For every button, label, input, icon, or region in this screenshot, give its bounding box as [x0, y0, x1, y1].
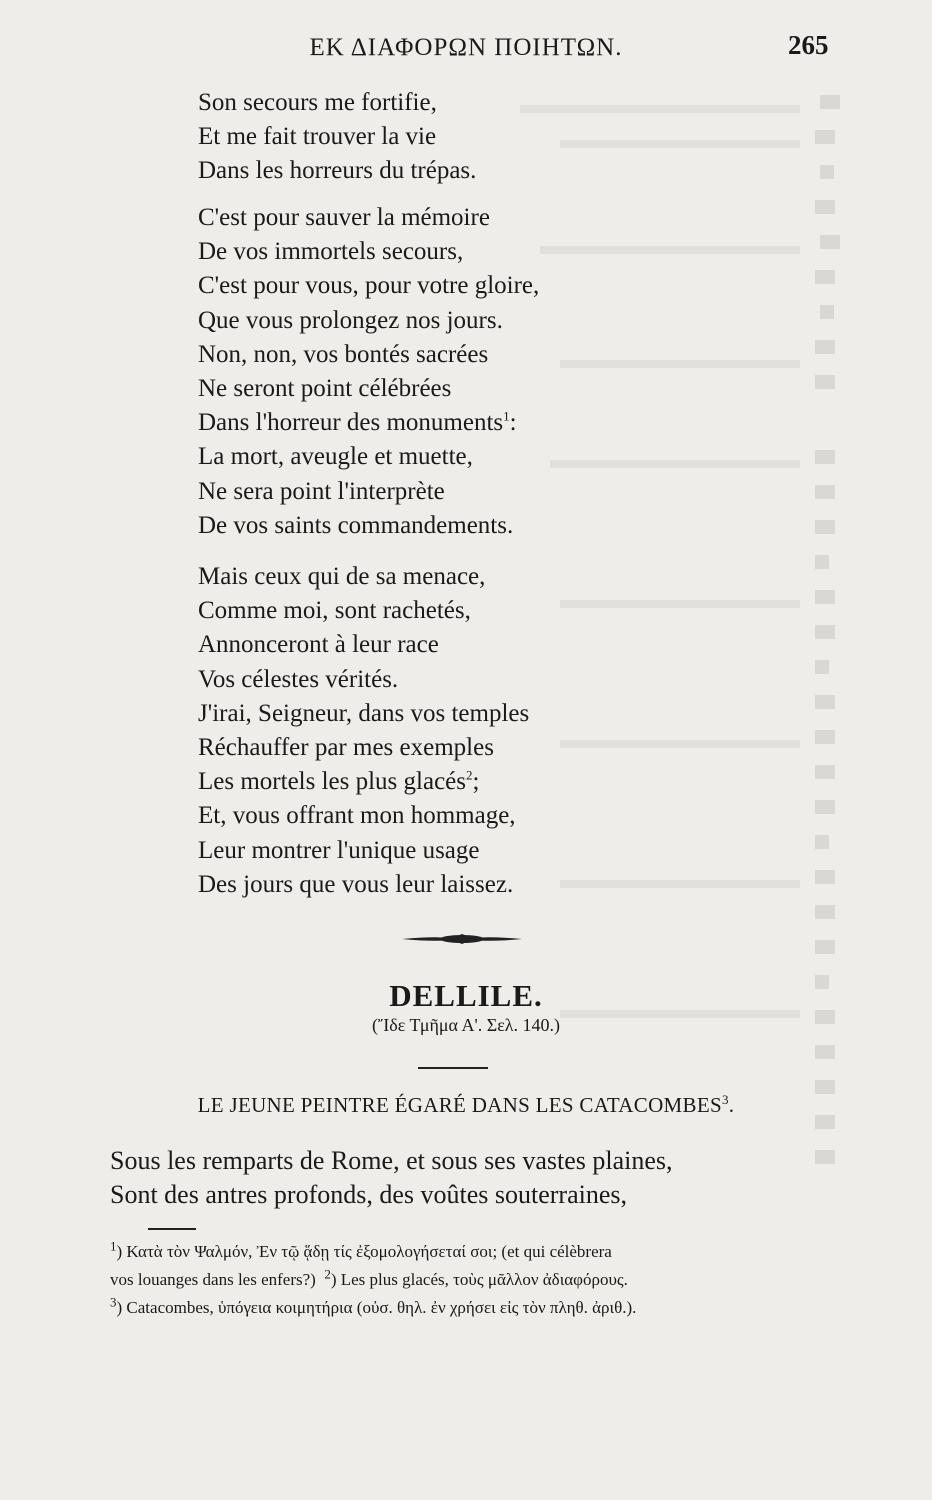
- running-header: ΕΚ ΔΙΑΦΟΡΩΝ ΠΟΙΗΤΩΝ.: [309, 34, 623, 61]
- footnote-1-2: [110, 1266, 810, 1294]
- poem-stanza: [198, 86, 476, 189]
- poem-line: Ne seront point célébrées: [198, 375, 452, 403]
- poem-line-with-footnote: [198, 765, 529, 799]
- poem-stanza: [198, 560, 529, 902]
- poem-line: De vos saints commandements.: [198, 511, 514, 539]
- poem-line: Leur montrer l'unique usage: [198, 836, 480, 864]
- author-heading: DELLILE.: [389, 978, 543, 1013]
- footnotes: [110, 1238, 810, 1322]
- poem-line-with-footnote: [198, 406, 539, 440]
- poem-line: C'est pour vous, pour votre gloire,: [198, 272, 540, 300]
- footnote-rule: [148, 1228, 196, 1230]
- poem-line: Son secours me fortifie,: [198, 89, 437, 116]
- poem-line: Que vous prolongez nos jours.: [198, 306, 503, 334]
- poem-line: Réchauffer par mes exemples: [198, 734, 494, 762]
- footnote-mark: 1: [503, 408, 510, 424]
- poem-line: Des jours que vous leur laissez.: [198, 870, 514, 898]
- footnote-mark: 2: [466, 767, 473, 783]
- footnote-text: ) Κατὰ τὸν Ψαλμόν, Ἐν τῷ ᾅδῃ τίς ἐξομολογήσεταί σοι; (et qui célèbrera: [116, 1242, 612, 1261]
- poem-line: C'est pour sauver la mémoire: [198, 204, 490, 231]
- footnote-3: [110, 1294, 810, 1322]
- footnote-text: ) Les plus glacés, τοὺς μᾶλλον ἀδιαφόρους.: [330, 1270, 628, 1289]
- footnote-mark: 3: [721, 1092, 729, 1107]
- cross-reference: (Ἴδε Τμῆμα Α'. Σελ. 140.): [372, 1015, 560, 1035]
- poem-line: La mort, aveugle et muette,: [198, 443, 473, 471]
- poem-line: Comme moi, sont rachetés,: [198, 597, 471, 625]
- footnote-1: [110, 1238, 810, 1266]
- poem-line-text: Les mortels les plus glacés: [198, 768, 466, 796]
- poem-line: Et, vous offrant mon hommage,: [198, 802, 516, 830]
- footnote-number: 2: [324, 1266, 331, 1282]
- poem-line: Sont des antres profonds, des voûtes souterraines,: [110, 1180, 628, 1209]
- poem-line: Et me fait trouver la vie: [198, 123, 437, 151]
- poem-line: Ne sera point l'interprète: [198, 477, 445, 505]
- poem-stanza: [198, 201, 539, 543]
- poem-line: Non, non, vos bontés sacrées: [198, 340, 489, 368]
- poem-line: Annonceront à leur race: [198, 631, 439, 659]
- poem-line: Vos célestes vérités.: [198, 665, 399, 693]
- poem-line: J'irai, Seigneur, dans vos temples: [198, 699, 530, 727]
- poem-title-text: LE JEUNE PEINTRE ÉGARÉ DANS LES CATACOMBES: [197, 1093, 722, 1117]
- ornamental-divider: [402, 932, 522, 946]
- footnote-text: vos louanges dans les enfers?): [110, 1270, 316, 1289]
- poem-line-text: Dans l'horreur des monuments: [198, 409, 504, 437]
- footnote-number: 3: [110, 1294, 117, 1310]
- footnote-text: ) Catacombes, ὑπόγεια κοιμητήρια (οὐσ. θηλ. ἐν χρήσει εἰς τὸν πληθ. ἀριθ.).: [116, 1298, 637, 1317]
- punctuation: ;: [472, 768, 480, 796]
- poem-line: De vos immortels secours,: [198, 238, 464, 266]
- poem-line: Dans les horreurs du trépas.: [198, 157, 477, 185]
- punctuation: :: [509, 409, 517, 437]
- poem-title: LE JEUNE PEINTRE ÉGARÉ DANS LES CATACOMBES$^3$.: [197, 1092, 735, 1117]
- divider-rule: [418, 1067, 488, 1069]
- poem-line: Mais ceux qui de sa menace,: [198, 563, 486, 590]
- poem-line: Sous les remparts de Rome, et sous ses vastes plaines,: [110, 1146, 673, 1175]
- page-number: 265: [788, 30, 829, 60]
- footnote-number: 1: [110, 1238, 117, 1254]
